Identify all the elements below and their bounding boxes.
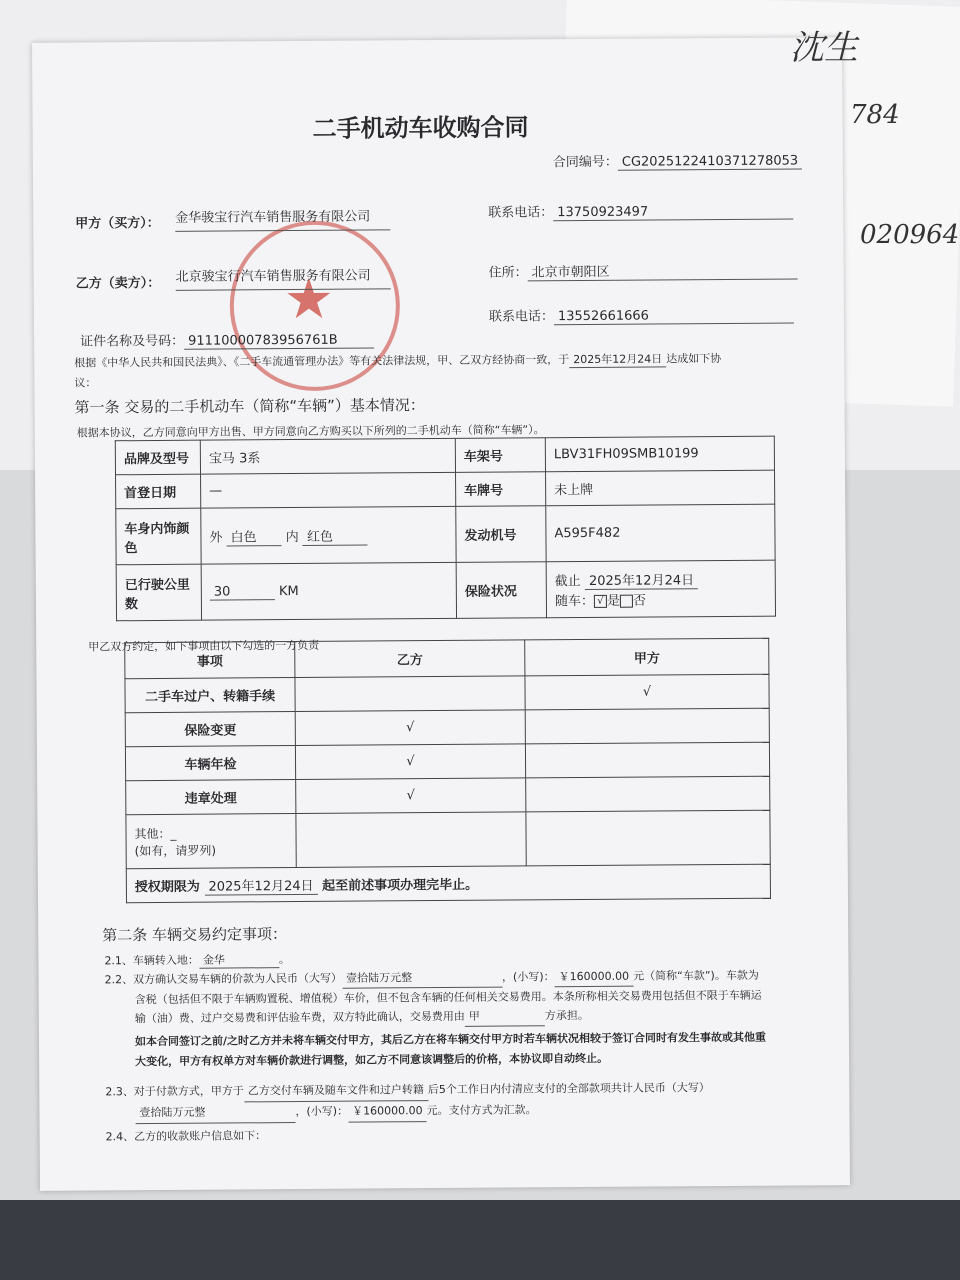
cell-label: 已行驶公里数 [116, 564, 201, 621]
other-cell [126, 814, 296, 869]
other-note: (如有，请罗列) [134, 843, 217, 858]
cell-label: 保险状况 [456, 562, 546, 619]
vehicle-table [115, 436, 776, 622]
cell-label: 发动机号 [456, 506, 546, 563]
doc-title: 二手机动车收购合同 [312, 113, 529, 143]
clause-2-3 [105, 1078, 710, 1124]
checkbox-yes[interactable]: √ [594, 595, 607, 608]
id-number: 91110000783956761B [184, 332, 374, 349]
auth-period [126, 864, 770, 902]
price-number: ￥160000.00 [555, 967, 634, 988]
no-label: 否 [632, 593, 647, 609]
other-label: 其他：_ [134, 826, 177, 841]
address: 北京市朝阳区 [528, 260, 798, 282]
yi-check: √ [296, 778, 526, 814]
header-jia: 甲方 [525, 638, 769, 676]
engine-value: A595F482 [546, 504, 775, 562]
contract-page: ★ 二手机动车收购合同 合同编号： CG2025122410371278053 甲方（买方）： 金华骏宝行汽车销售服务有限公司 联系电话： 13750923497 乙方（卖方）： 北京骏宝行汽车销售服务有限公司 住所： 北京市朝阳区 联系电话： 13552661666 证件名称及号码： 91110000783956761B 根据《中华人民共和国民法典》、《二手车流通管理办法》等有关法律法规，甲、乙双方经协商一致，于 2025年12月24日 达成如下协 议： 第一条 交易的二手机动车（简称“车辆”）基本情况： 根据本协议，乙方同意向甲方出售、甲方同意向乙方购买以下所列的二手机动车（简称“车辆”）。 品牌及型号 宝马 3系 车架号 LBV31FH09SMB10199 首登日期 — 车牌号 未上牌 车身内饰颜色 外 白色 内 红色 发动机号 A595F482 已行驶公里数 30 KM 保险状况 截止 2025年12月24日 随车： √ 是 否 甲乙双方约定，如下事项由以下勾选的一方负责 事项 乙方 甲方 二手车过户、转籍手续 √ 保险变更 √ 车辆年检 √ 违章处理 √ 其他：_ (如有，请罗列) 授权期限为 2025年12月24日 起至前述事项办理完毕止。 第二条 车辆交易约定事项： 2.1、车辆转入地： 金华 。 2.2、双方确认交易车辆的价款为人民币（大写） 壹拾陆万元整 ，(小写)： ￥160000.00 元（简称“车款”)。车款为 含税（包括但不限于车辆购置税、增值税）车价，但不包含车辆的任何相关交易费用。本条所称相关交易费用包括但不限于车辆运 输（油）费、过户交易费和评估验车费，双方特此确认，交易费用由 甲 方承担。 如本合同签订之前/之时乙方并未将车辆交付甲方，其后乙方在将车辆交付甲方时若车辆状况相较于签订合同时有发生事故或其他重 大变化，甲方有权单方对车辆价款进行调整，如乙方不同意该调整后的价格，本协议即自动终止。 2.3、对于付款方式，甲方于 乙方交付车辆及随车文件和过户转籍 后5个工作日内付清应支付的全部款项共计人民币（大写） 壹拾陆万元整 ，(小写)： ￥160000.00 元。支付方式为汇款。 2.4、乙方的收款账户信息如下： [32, 37, 850, 1191]
cell-label: 车架号 [455, 438, 545, 473]
table-row [126, 810, 770, 868]
header-item: 事项 [125, 642, 295, 679]
color-value [201, 506, 456, 564]
item: 车辆年检 [125, 746, 295, 781]
handwriting: 784 [850, 100, 900, 130]
intro-text: 达成如下协 [666, 352, 722, 366]
bold-clause [135, 1028, 766, 1072]
until-label: 截止 [554, 574, 581, 590]
auth-label: 授权期限为 [134, 879, 200, 895]
seller-phone: 13552661666 [554, 308, 794, 326]
clause-text: ，(小写)： [295, 1104, 349, 1119]
clause-text: 2.2、双方确认交易车辆的价款为人民币（大写） [104, 971, 343, 987]
buyer-phone: 13750923497 [553, 204, 793, 222]
clause-text: 2.3、对于付款方式，甲方于 [105, 1084, 244, 1099]
responsibility-table [124, 638, 771, 903]
cell-label: 首登日期 [116, 474, 201, 509]
article-1-intro: 根据本协议，乙方同意向甲方出售、甲方同意向乙方购买以下所列的二手机动车（简称“车辆”）。 [76, 423, 545, 440]
seller-name: 北京骏宝行汽车销售服务有限公司 [176, 264, 391, 291]
interior-color: 红色 [303, 525, 368, 545]
cell-label: 车牌号 [456, 472, 546, 507]
clause-text: 元（简称“车款”)。车款为 [633, 968, 759, 983]
clause-text: 输（油）费、过户交易费和评估验车费，双方特此确认，交易费用由 [134, 1009, 465, 1026]
intro-text: 议： [74, 376, 97, 390]
yes-label: 是 [606, 593, 620, 609]
interior-label: 内 [285, 529, 299, 545]
handwriting: 沈生 [790, 28, 858, 68]
auth-date: 2025年12月24日 [204, 874, 317, 895]
checkbox-no[interactable] [620, 595, 633, 608]
cell-label: 车身内饰颜色 [116, 508, 201, 565]
insurance-until: 2025年12月24日 [585, 569, 698, 590]
fee-party: 甲 [465, 1006, 545, 1027]
phone-label: 联系电话： [488, 309, 554, 325]
header-yi: 乙方 [295, 640, 525, 678]
clause-text: ，(小写)： [501, 970, 555, 984]
item: 违章处理 [126, 780, 296, 815]
phone-label: 联系电话： [488, 205, 554, 221]
jia-check [526, 776, 770, 812]
jia-check [525, 742, 769, 778]
address-label: 住所： [488, 265, 528, 281]
article-2-title: 第二条 车辆交易约定事项： [102, 925, 288, 945]
clause-text: 含税（包括但不限于车辆购置税、增值税）车价，但不包含车辆的任何相关交易费用。本条所称相关交易费用包括但不限于车辆运 [134, 988, 762, 1007]
table-row [125, 708, 769, 746]
mileage: 30 [210, 584, 275, 600]
desk-edge [0, 1200, 960, 1280]
jia-check [525, 708, 769, 744]
clause-text: 后5个工作日内付清应支付的全部款项共计人民币（大写） [427, 1081, 710, 1097]
handwriting: 020964 [860, 220, 960, 250]
id-label: 证件名称及号码： [80, 333, 185, 350]
agreement-date: 2025年12月24日 [569, 350, 666, 368]
payment-words: 壹拾陆万元整 [135, 1102, 295, 1124]
clause-text: 如本合同签订之前/之时乙方并未将车辆交付甲方，其后乙方在将车辆交付甲方时若车辆状况相较于签订合同时有发生事故或其他重 [134, 1030, 767, 1049]
clause-text: 2.1、车辆转入地： [104, 953, 199, 968]
destination: 金华 [199, 951, 279, 969]
clause-2-4: 2.4、乙方的收款账户信息如下： [105, 1129, 267, 1144]
buyer-name: 金华骏宝行汽车销售服务有限公司 [175, 205, 390, 232]
plate-value: 未上牌 [546, 470, 775, 506]
intro-text: 根据《中华人民共和国民法典》、《二手车流通管理办法》等有关法律法规，甲、乙双方经协商一致，于 [74, 353, 570, 370]
buyer-label: 甲方（买方）： [75, 215, 160, 232]
seller-label: 乙方（卖方）： [75, 275, 161, 292]
payment-condition: 乙方交付车辆及随车文件和过户转籍 [244, 1080, 428, 1102]
clause-text: 元。支付方式为汇款。 [426, 1103, 537, 1118]
with-car-label: 随车： [554, 593, 594, 610]
company-seal: ★ [229, 220, 400, 391]
article-1-title: 第一条 交易的二手机动车（简称“车辆”）基本情况： [74, 396, 425, 417]
yi-check [295, 676, 525, 712]
mileage-unit: KM [278, 583, 299, 599]
price-words: 壹拾陆万元整 [342, 968, 502, 989]
cell-label: 品牌及型号 [115, 440, 200, 475]
clause-text: 大变化，甲方有权单方对车辆价款进行调整，如乙方不同意该调整后的价格，本协议即自动终止。 [135, 1051, 609, 1069]
clause-2-2 [104, 966, 761, 1030]
responsibility-intro: 甲乙双方约定，如下事项由以下勾选的一方负责 [88, 638, 320, 654]
table-row [125, 742, 769, 780]
table-row [125, 674, 769, 712]
jia-check: √ [525, 674, 769, 710]
clause-text: 方承担。 [544, 1008, 589, 1023]
exterior-label: 外 [209, 530, 223, 546]
brand-value: 宝马 3系 [200, 438, 455, 474]
contract-no: 合同编号： CG2025122410371278053 [553, 149, 802, 171]
auth-text: 起至前述事项办理完毕止。 [322, 877, 479, 894]
mileage-value [201, 562, 456, 620]
exterior-color: 白色 [227, 526, 282, 546]
yi-check: √ [295, 744, 525, 780]
table-row [126, 776, 770, 814]
yi-check: √ [295, 710, 525, 746]
insurance-value [546, 560, 775, 618]
reg-date-value: — [201, 472, 456, 508]
vin-value: LBV31FH09SMB10199 [545, 436, 774, 472]
item: 保险变更 [125, 712, 295, 747]
item: 二手车过户、转籍手续 [125, 678, 295, 713]
payment-number: ￥160000.00 [348, 1101, 427, 1123]
